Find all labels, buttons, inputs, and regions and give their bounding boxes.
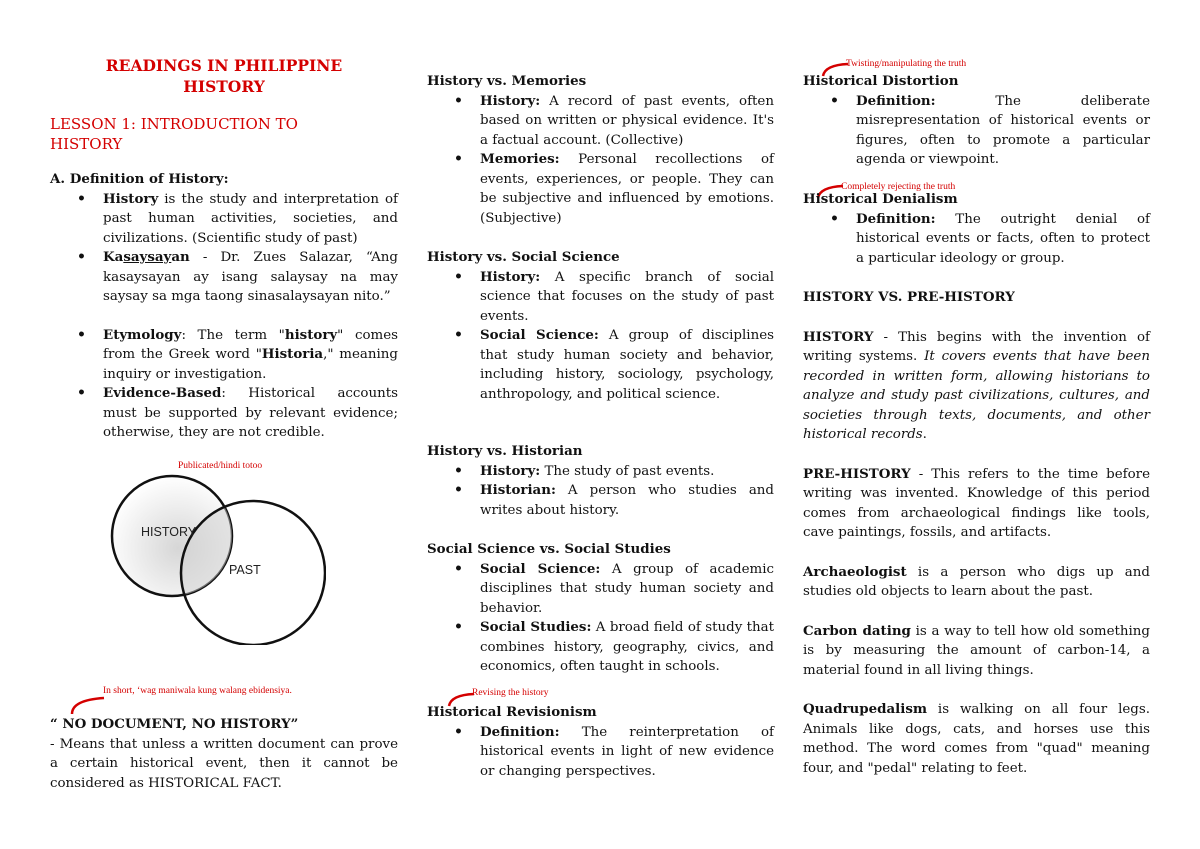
quote-text: - Means that unless a written document can prove a certain historical event, then it cannot be considered as HISTORICAL FACT. [50,736,398,791]
list-item: • Evidence-Based: Historical accounts must be supported by relevant evidence; otherwise, they are not credible. [103,384,398,443]
list-item: • Memories: Personal recollections of events, experiences, or people. They can be subjective and influenced by emotions. (Subjective) [480,150,774,228]
document-title: READINGS IN PHILIPPINE HISTORY [105,56,343,96]
no-document-section [50,715,398,793]
section-heading: History vs. Memories [427,73,587,89]
revisionism-section [427,703,774,781]
list-item: • Definition: The outright denial of historical events or facts, often to protect a particular ideology or group. [856,210,1150,269]
list-item: • Social Studies: A broad field of study that combines history, geography, civics, and economics, often taught in schools. [480,618,774,677]
list-item: • Kasaysayan - Dr. Zues Salazar, “Ang kasaysayan ay isang salaysay na may saysay sa mga taong sinasalaysayan nito.” [103,248,398,307]
denialism-section [803,190,1150,778]
list-item: • Etymology: The term "history" comes from the Greek word "Historia," meaning inquiry or investigation. [103,326,398,385]
carbon-dating-paragraph: Carbon dating is a way to tell how old something is by measuring the amount of carbon-14, a material found in all living things. [803,622,1150,678]
column-3 [803,72,1150,170]
prehistory-paragraph: PRE-HISTORY - This refers to the time before writing was invented. Knowledge of this period comes from archaeological findings like tools, cave paintings, fossils, and artifacts. [803,465,1150,540]
annotation-note: In short, ‘wag maniwala kung walang ebidensiya. [103,686,292,696]
section-a-heading: A. Definition of History: [50,171,229,187]
archaeologist-paragraph: Archaeologist is a person who digs up and studies old objects to learn about the past. [803,563,1150,599]
section-heading: History vs. Social Science [427,249,620,265]
list-item: • History: A specific branch of social science that focuses on the study of past events. [480,268,774,327]
venn-diagram [106,470,326,645]
list-item: • History is the study and interpretation of past human activities, societies, and civilizations. (Scientific study of past) [103,190,398,249]
history-paragraph: HISTORY - This begins with the invention of writing systems. It covers events that have been recorded in written form, allowing historians to analyze and study past civilizations, cultures, and societies through texts, documents, and other historical records. [803,328,1150,442]
venn-label-past: PAST [229,563,261,577]
list-item: • Historian: A person who studies and writes about history. [480,481,774,520]
quadrupedalism-paragraph: Quadrupedalism is walking on all four legs. Animals like dogs, cats, and horses use this method. The word comes from "quad" meaning four, and "pedal" relating to feet. [803,701,1150,776]
lesson-heading: LESSON 1: INTRODUCTION TO HISTORY [50,115,298,153]
definition-list [50,190,398,443]
list-item: • Definition: The deliberate misrepresentation of historical events or figures, often to promote a particular agenda or viewpoint. [856,92,1150,170]
annotation-note: Revising the history [472,688,549,698]
annotation-note: Twisting/manipulating the truth [846,59,967,69]
column-1 [50,55,398,443]
venn-label-history: HISTORY [141,525,197,539]
list-item: • Social Science: A group of academic disciplines that study human society and behavior. [480,560,774,619]
list-item: • History: The study of past events. [480,462,774,482]
history-vs-prehistory-heading: HISTORY VS. PRE-HISTORY [803,289,1015,305]
section-heading: Social Science vs. Social Studies [427,541,671,557]
annotation-note: Completely rejecting the truth [841,182,956,192]
quote-heading: “ NO DOCUMENT, NO HISTORY” [50,716,299,732]
annotation-mark [68,694,108,716]
section-heading: Historical Distortion [803,73,959,89]
section-heading: History vs. Historian [427,443,583,459]
annotation-note: Publicated/hindi totoo [178,461,263,471]
section-heading: Historical Denialism [803,191,958,207]
list-item: • Social Science: A group of disciplines that study human society and behavior, including history, sociology, psychology, anthropology, and political science. [480,326,774,404]
column-2 [427,72,774,677]
list-item: • Definition: The reinterpretation of historical events in light of new evidence or changing perspectives. [480,723,774,782]
section-heading: Historical Revisionism [427,704,597,720]
list-item: • History: A record of past events, often based on written or physical evidence. It's a factual account. (Collective) [480,92,774,151]
